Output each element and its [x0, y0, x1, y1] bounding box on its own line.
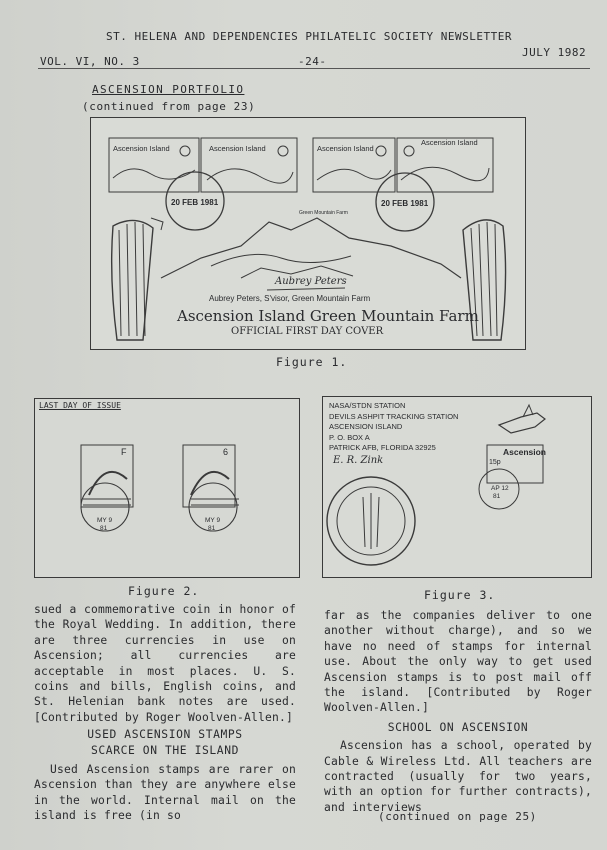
subheading: SCARCE ON THE ISLAND — [90, 743, 240, 757]
paragraph: far as the companies deliver to one another without charge), and so we have no need of stamps for internal use. About the only way to get used Ascension stamps is to post mail off the island. [Contributed by Roger Woolven-Allen.] — [324, 609, 592, 715]
header-rule — [38, 68, 590, 69]
continued-on: (continued on page 25) — [378, 810, 537, 823]
address-line: P. O. BOX A — [329, 432, 370, 442]
paragraph: Ascension has a school, operated by Cable & Wireless Ltd. All teachers are contracted (usually for two years, with an option for further contracts), and interviews — [324, 739, 592, 814]
signature: Aubrey Peters — [275, 276, 347, 287]
stamp-label: Ascension — [503, 447, 546, 457]
station-signature: E. R. Zink — [333, 455, 384, 466]
figure-2-cover — [34, 398, 300, 578]
postmark-year-1: 81 — [100, 525, 108, 532]
address-line: NASA/STDN STATION — [329, 401, 406, 410]
left-column — [34, 602, 296, 824]
newsletter-title: ST. HELENA AND DEPENDENCIES PHILATELIC SOCIETY NEWSLETTER — [106, 30, 512, 43]
stamp-value-1: F — [121, 447, 127, 457]
last-day-label: LAST DAY OF ISSUE — [39, 401, 121, 410]
subheading: SCHOOL ON ASCENSION — [387, 720, 529, 734]
postmark-date-2: 20 FEB 1981 — [381, 199, 429, 208]
right-column — [324, 608, 592, 815]
issue-date: JULY 1982 — [522, 46, 587, 59]
postmark-date-1: MY 9 — [97, 517, 113, 524]
address-line: DEVILS ASHPIT TRACKING STATION — [329, 411, 459, 421]
map-label: Green Mountain Farm — [299, 210, 348, 216]
section-heading: ASCENSION PORTFOLIO — [92, 83, 245, 96]
cover-title: Ascension Island Green Mountain Farm — [177, 307, 479, 325]
address-line: ASCENSION ISLAND — [329, 422, 403, 431]
postmark-year: 81 — [493, 493, 501, 500]
stamp-label-2: Ascension Island — [209, 144, 266, 153]
figure-1-caption: Figure 1. — [276, 355, 348, 369]
figure-2-caption: Figure 2. — [128, 584, 200, 598]
paragraph: Used Ascension stamps are rarer on Ascension than they are anywhere else in the world. Internal mail on the island is free (in so — [34, 763, 296, 823]
figure-2-illustration — [35, 399, 299, 577]
paragraph: sued a commemorative coin in honor of the Royal Wedding. In addition, there are three currencies in use on Ascension; all currencies are acceptable in most places. U. S. coins and bills, English coins, and St. Helenian bank notes are used. [Contributed by Roger Woolven-Allen.] — [34, 603, 296, 724]
figure-1-first-day-cover — [90, 117, 526, 350]
figure-3-caption: Figure 3. — [424, 588, 496, 602]
postmark-date-2: MY 9 — [205, 517, 221, 524]
station-address — [329, 401, 458, 454]
postmark-date: AP 12 — [491, 485, 509, 492]
stamp-label-1: Ascension Island — [113, 144, 170, 153]
page-number: -24- — [298, 55, 327, 68]
postmark-year-2: 81 — [208, 525, 216, 532]
figure-3-cover — [322, 396, 592, 578]
stamp-label-4: Ascension Island — [421, 138, 478, 147]
continued-from: (continued from page 23) — [82, 100, 256, 113]
volume-number: VOL. VI, NO. 3 — [40, 55, 140, 68]
postmark-date-1: 20 FEB 1981 — [171, 198, 219, 207]
subheading: USED ASCENSION STAMPS — [87, 728, 243, 742]
address-line: PATRICK AFB, FLORIDA 32925 — [329, 443, 436, 452]
stamp-label-3: Ascension Island — [317, 144, 374, 153]
stamp-value-2: 6 — [223, 447, 229, 457]
cover-subtitle: OFFICIAL FIRST DAY COVER — [231, 326, 384, 337]
signer-line: Aubrey Peters, S'visor, Green Mountain Farm — [209, 294, 371, 303]
stamp-value: 15p — [489, 459, 501, 466]
